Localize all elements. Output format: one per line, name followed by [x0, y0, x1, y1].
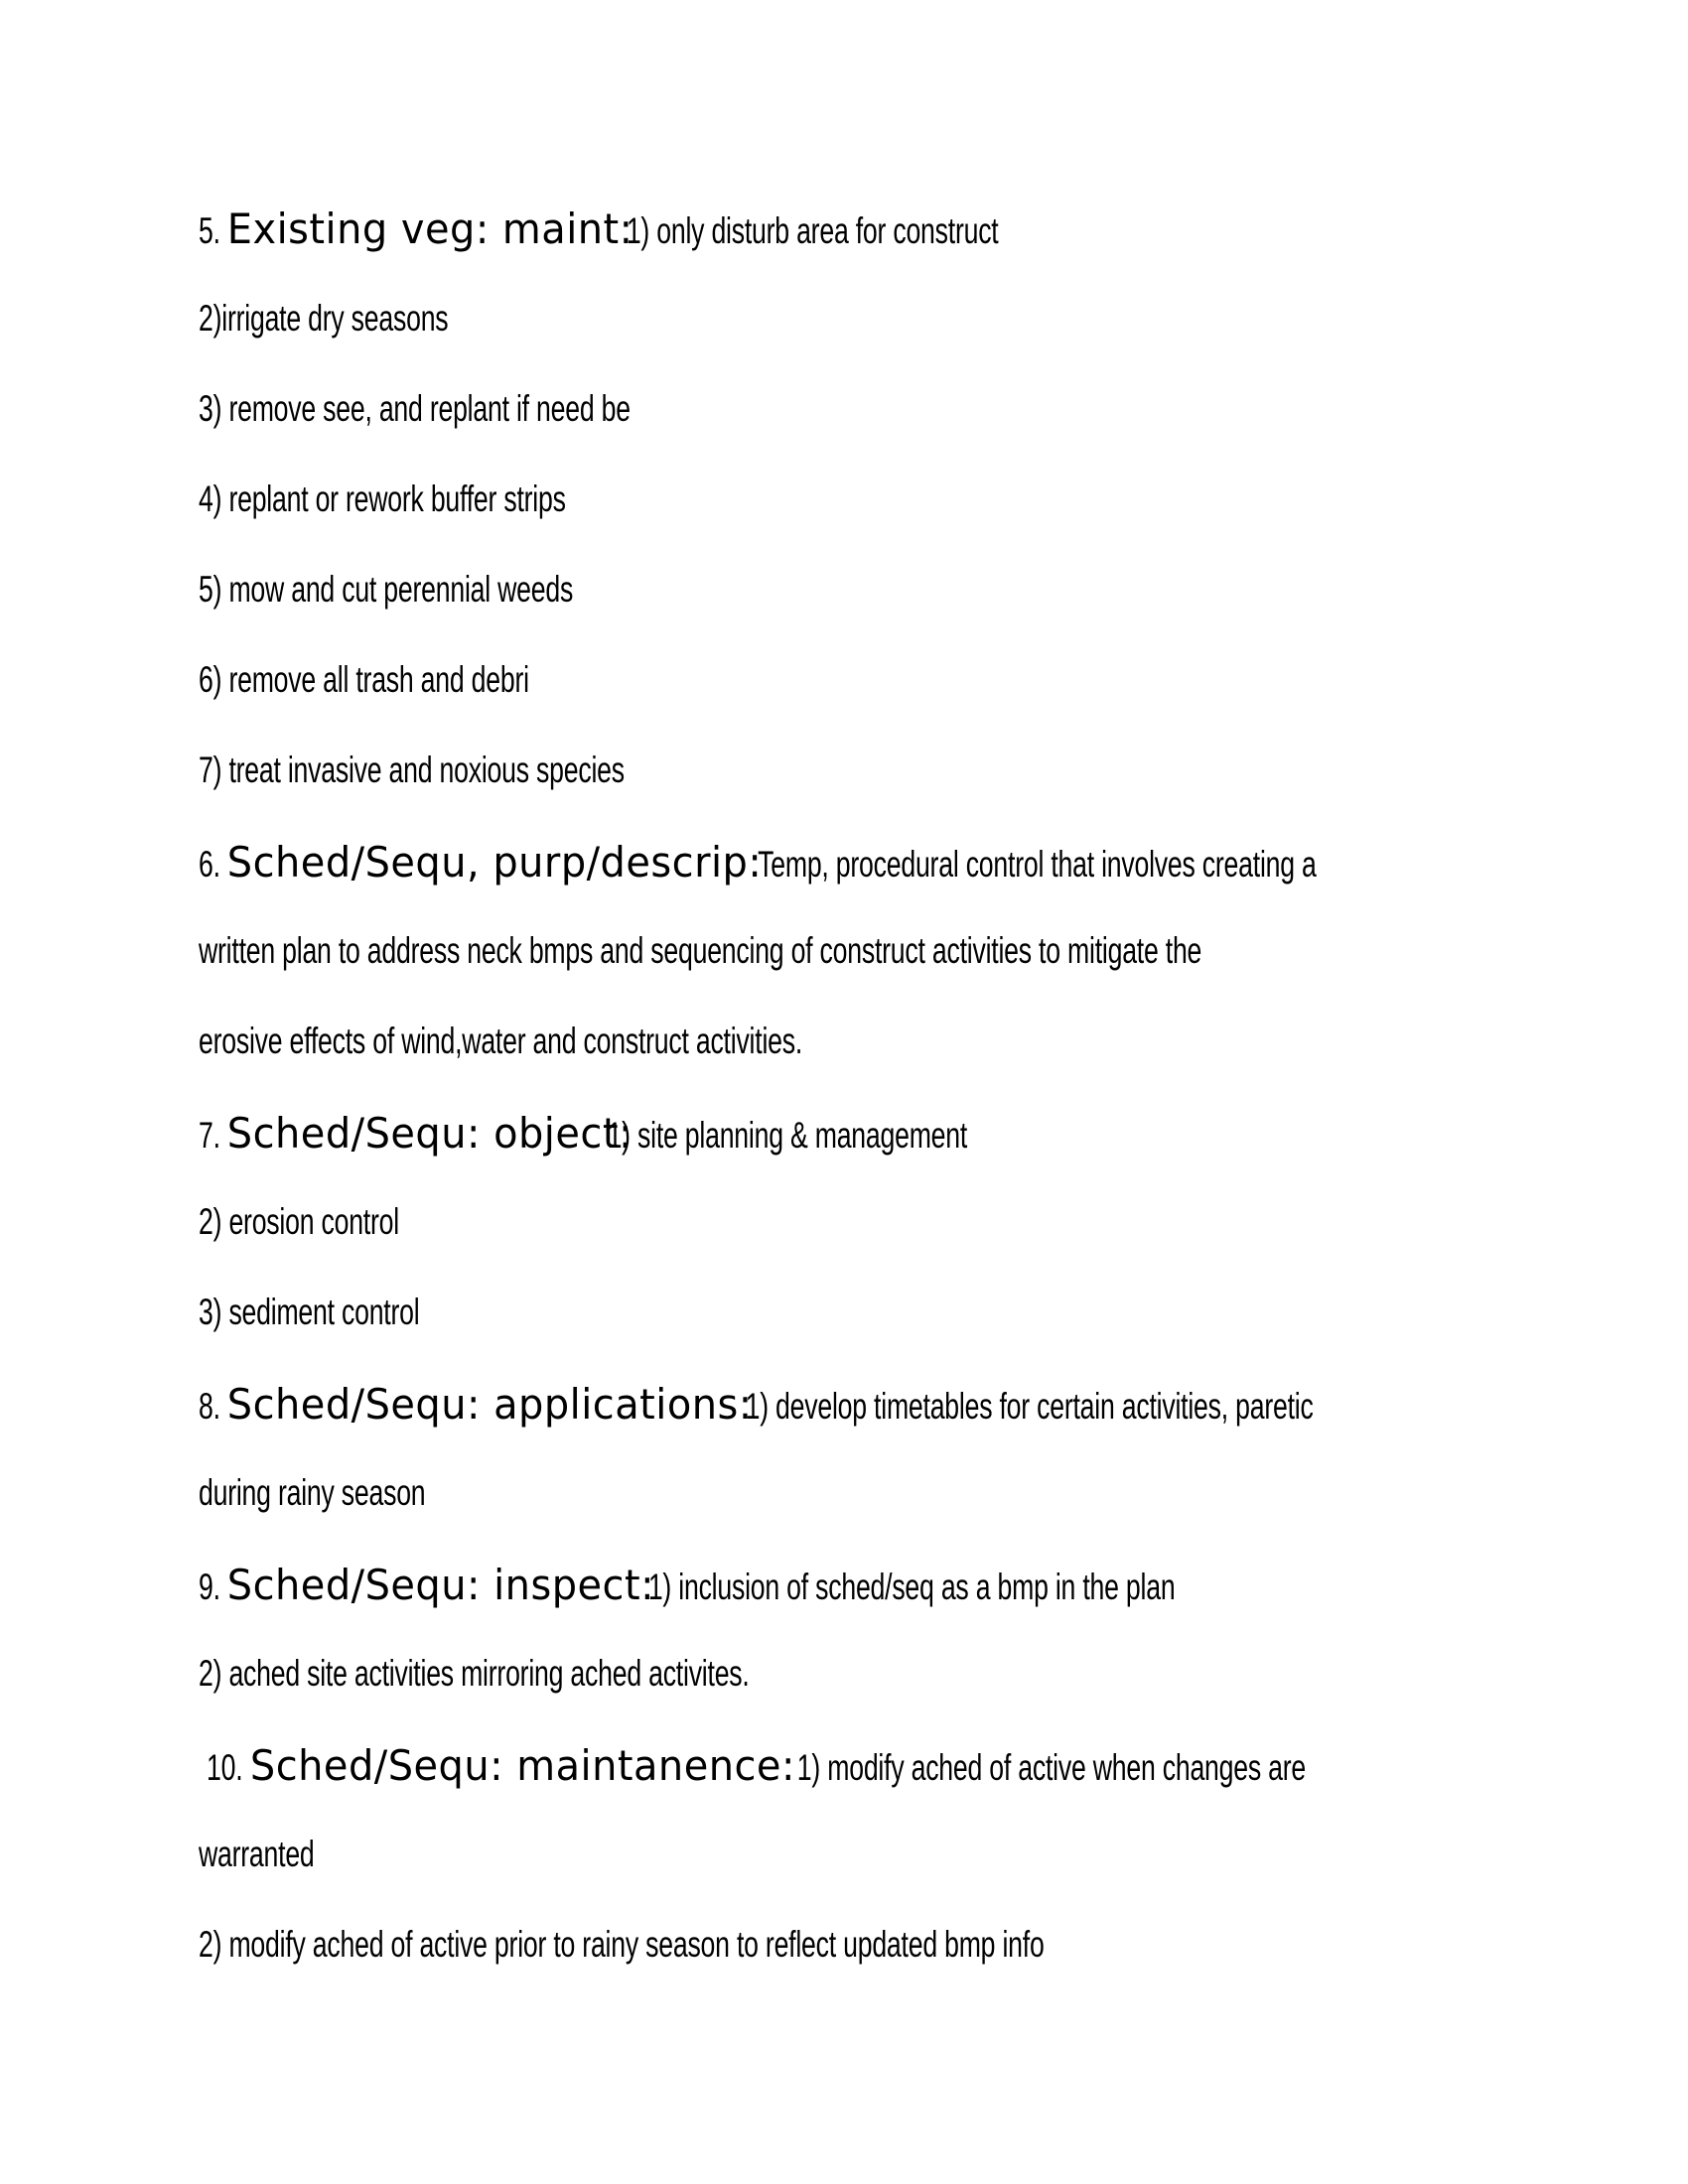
item-text: 1) only disturb area for construct	[626, 210, 999, 251]
item-number: 5.	[199, 210, 220, 251]
item-5-line: 4) replant or rework buffer strips	[199, 478, 566, 519]
item-5-line: 6) remove all trash and debri	[199, 659, 529, 700]
item-number: 7.	[199, 1115, 220, 1156]
item-8-first-line	[199, 1380, 1314, 1429]
item-text: 1) site planning & management	[607, 1115, 968, 1156]
item-heading: Sched/Sequ: object:	[226, 1109, 633, 1158]
item-5-first-line	[199, 205, 999, 253]
item-text: 1) develop timetables for certain activities, paretic	[745, 1386, 1314, 1427]
item-number: 8.	[199, 1386, 220, 1427]
item-7-line: 2) erosion control	[199, 1201, 399, 1242]
item-6-line: erosive effects of wind,water and construct activities.	[199, 1021, 803, 1061]
item-9-first-line	[199, 1561, 1176, 1609]
item-8-line: during rainy season	[199, 1472, 426, 1513]
item-7-first-line	[199, 1109, 968, 1158]
item-5-line: 5) mow and cut perennial weeds	[199, 569, 574, 610]
item-heading: Sched/Sequ, purp/descrip:	[226, 838, 763, 887]
item-heading: Sched/Sequ: applications:	[226, 1380, 753, 1429]
item-10-first-line	[207, 1741, 1307, 1790]
item-7-line: 3) sediment control	[199, 1292, 420, 1332]
item-6-line: written plan to address neck bmps and sequencing of construct activities to mitigate the	[199, 930, 1202, 971]
item-text: 1) inclusion of sched/seq as a bmp in the plan	[647, 1567, 1176, 1607]
item-heading: Existing veg: maint:	[226, 205, 633, 253]
item-heading: Sched/Sequ: inspect:	[226, 1561, 655, 1609]
item-5-line: 3) remove see, and replant if need be	[199, 388, 631, 429]
item-heading: Sched/Sequ: maintanence:	[249, 1741, 795, 1790]
item-number: 9.	[199, 1567, 220, 1607]
item-5-line: 7) treat invasive and noxious species	[199, 750, 625, 790]
item-5-line: 2)irrigate dry seasons	[199, 298, 449, 339]
item-6-first-line	[199, 838, 1317, 887]
item-text: 1) modify ached of active when changes are	[796, 1747, 1307, 1788]
item-number: 6.	[199, 844, 220, 885]
item-10-line: warranted	[199, 1834, 315, 1874]
item-10-line: 2) modify ached of active prior to rainy season to reflect updated bmp info	[199, 1924, 1045, 1965]
item-text: Temp, procedural control that involves creating a	[758, 844, 1317, 885]
item-9-line: 2) ached site activities mirroring ached activites.	[199, 1653, 750, 1694]
item-number: 10.	[207, 1747, 243, 1788]
